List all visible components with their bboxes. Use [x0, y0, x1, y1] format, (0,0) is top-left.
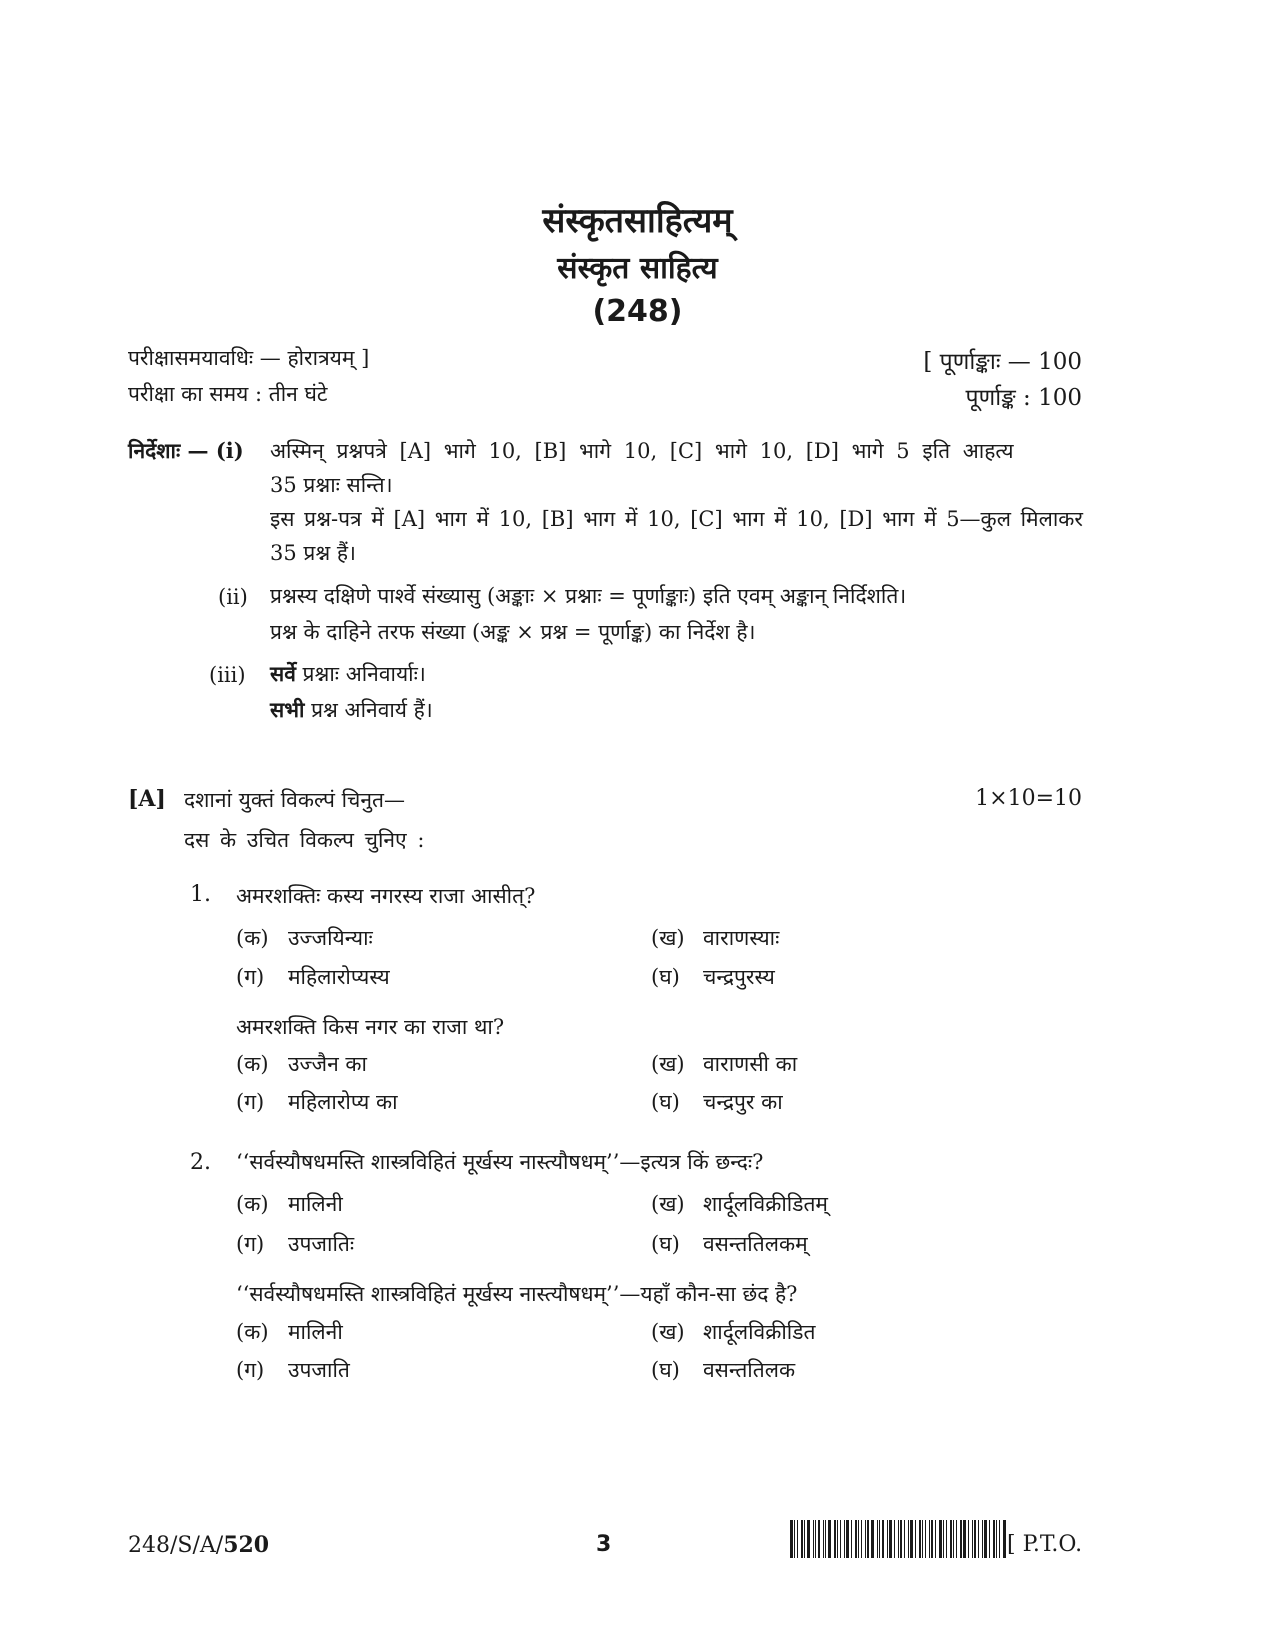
- barcode-bar: [950, 1520, 952, 1558]
- q2-hindi-option-kha-label: (ख): [651, 1320, 685, 1344]
- footer-paper-code: [128, 1532, 269, 1558]
- q2-hindi-option-gha-label: (घ): [651, 1358, 680, 1382]
- barcode-bar: [1003, 1520, 1006, 1558]
- barcode-bar: [801, 1520, 803, 1558]
- barcode-bar: [993, 1520, 995, 1558]
- instruction-i-sanskrit-line1: अस्मिन् प्रश्नपत्रे [A] भागे 10, [B] भागे 10, [C] भागे 10, [D] भागे 5 इति आहत्य: [270, 439, 1014, 463]
- q1-option-ga-label: (ग): [236, 965, 265, 989]
- barcode-bar: [790, 1520, 793, 1558]
- time-sanskrit: परीक्षासमयावधिः — होरात्रयम् ]: [128, 346, 370, 370]
- q1-hindi-option-ga-label: (ग): [236, 1090, 265, 1114]
- barcode: [790, 1520, 1040, 1558]
- instruction-i-sanskrit-line2: 35 प्रश्नाः सन्ति।: [270, 473, 393, 497]
- q2-option-kha-label: (ख): [651, 1192, 685, 1216]
- instruction-iii-sanskrit-bold: सर्वे: [270, 661, 296, 686]
- q2-option-ka-text: मालिनी: [288, 1192, 343, 1216]
- barcode-bar: [828, 1520, 831, 1558]
- instruction-iii-hindi: [270, 696, 433, 724]
- barcode-bar: [946, 1520, 947, 1558]
- barcode-bar: [996, 1520, 997, 1558]
- q2-option-gha-label: (घ): [651, 1232, 680, 1256]
- section-a-label: [A]: [128, 786, 166, 812]
- q1-hindi-option-gha-label: (घ): [651, 1090, 680, 1114]
- question-2-number: 2.: [190, 1150, 211, 1175]
- q2-hindi-option-kha-text: शार्दूलविक्रीडित: [703, 1320, 816, 1344]
- barcode-bar: [922, 1520, 923, 1558]
- paper-title-sanskrit: संस्कृतसाहित्यम्: [542, 201, 733, 241]
- barcode-bar: [818, 1520, 820, 1558]
- barcode-bar: [825, 1520, 826, 1558]
- q1-hindi-option-kha-label: (ख): [651, 1052, 685, 1076]
- barcode-bar: [889, 1520, 892, 1558]
- pto-label: [ P.T.O.: [1007, 1532, 1083, 1557]
- barcode-bar: [846, 1520, 849, 1558]
- section-a-marks: 1×10=10: [975, 786, 1082, 811]
- barcode-bar: [855, 1520, 857, 1558]
- barcode-bar: [823, 1520, 824, 1558]
- barcode-bar: [960, 1520, 962, 1558]
- barcode-bar: [865, 1520, 866, 1558]
- q2-option-kha-text: शार्दूलविक्रीडितम्: [703, 1192, 828, 1216]
- barcode-bar: [804, 1520, 805, 1558]
- barcode-bar: [797, 1520, 798, 1558]
- paper-code: (248): [592, 294, 683, 329]
- instruction-ii-label: (ii): [218, 585, 248, 609]
- question-2-text-sanskrit: ‘‘सर्वस्यौषधमस्ति शास्त्रविहितं मूर्खस्य नास्त्यौषधम्’’—इत्यत्र किं छन्दः?: [236, 1150, 764, 1174]
- q1-option-gha-label: (घ): [651, 965, 680, 989]
- q1-option-ga-text: महिलारोप्यस्य: [288, 965, 390, 989]
- marks-hindi: पूर्णाङ्क : 100: [965, 385, 1082, 411]
- barcode-bar: [943, 1520, 944, 1558]
- instruction-ii-hindi: प्रश्न के दाहिने तरफ संख्या (अङ्क × प्रश्न = पूर्णाङ्क) का निर्देश है।: [270, 620, 756, 644]
- barcode-bar: [908, 1520, 909, 1558]
- instruction-iii-hindi-rest: प्रश्न अनिवार्य हैं।: [304, 698, 433, 722]
- barcode-bar: [915, 1520, 916, 1558]
- instruction-iii-sanskrit-rest: प्रश्नाः अनिवार्याः।: [295, 662, 426, 686]
- instruction-iii-hindi-bold: सभी: [270, 697, 305, 722]
- q1-option-kha-label: (ख): [651, 926, 685, 950]
- question-1-number: 1.: [190, 882, 211, 907]
- barcode-bar: [882, 1520, 884, 1558]
- barcode-bar: [877, 1520, 878, 1558]
- time-hindi: परीक्षा का समय : तीन घंटे: [128, 382, 328, 406]
- barcode-bar: [834, 1520, 836, 1558]
- barcode-bar: [815, 1520, 816, 1558]
- q1-hindi-option-kha-text: वाराणसी का: [703, 1052, 798, 1076]
- q1-hindi-option-ka-label: (क): [236, 1052, 269, 1076]
- barcode-bar: [999, 1520, 1000, 1558]
- instruction-iii-label: (iii): [209, 663, 246, 687]
- instructions-label: निर्देशाः — (i): [128, 438, 244, 463]
- barcode-bar: [837, 1520, 838, 1558]
- footer-code-prefix: 248/S/A/: [128, 1533, 224, 1558]
- barcode-bar: [931, 1520, 933, 1558]
- q1-option-ka-label: (क): [236, 926, 269, 950]
- barcode-bar: [844, 1520, 845, 1558]
- q2-hindi-option-ka-label: (क): [236, 1320, 269, 1344]
- marks-sanskrit: [ पूर्णाङ्काः — 100: [923, 349, 1082, 375]
- section-a-heading-hindi: दस के उचित विकल्प चुनिए :: [184, 828, 425, 852]
- barcode-bar: [898, 1520, 899, 1558]
- instruction-i-hindi-line2: 35 प्रश्न हैं।: [270, 541, 356, 565]
- footer-code-bold: 520: [223, 1532, 270, 1558]
- barcode-bar: [925, 1520, 926, 1558]
- barcode-bar: [867, 1520, 869, 1558]
- barcode-bar: [984, 1520, 987, 1558]
- q1-option-kha-text: वाराणस्याः: [703, 926, 780, 950]
- q1-hindi-option-ga-text: महिलारोप्य का: [288, 1090, 398, 1114]
- barcode-bar: [989, 1520, 990, 1558]
- barcode-bar: [807, 1520, 810, 1558]
- barcode-bar: [953, 1520, 954, 1558]
- q1-option-ka-text: उज्जयिन्याः: [288, 926, 373, 950]
- q2-hindi-option-gha-text: वसन्ततिलक: [703, 1358, 796, 1382]
- barcode-bar: [871, 1520, 874, 1558]
- q2-hindi-option-ka-text: मालिनी: [288, 1320, 343, 1344]
- barcode-bar: [887, 1520, 888, 1558]
- barcode-bar: [974, 1520, 976, 1558]
- barcode-bar: [963, 1520, 966, 1558]
- barcode-bar: [919, 1520, 921, 1558]
- barcode-bar: [972, 1520, 973, 1558]
- barcode-bar: [794, 1520, 795, 1558]
- q1-hindi-option-ka-text: उज्जैन का: [288, 1052, 367, 1076]
- q2-option-ga-label: (ग): [236, 1232, 265, 1256]
- barcode-bar: [813, 1520, 814, 1558]
- barcode-bar: [894, 1520, 895, 1558]
- q1-option-gha-text: चन्द्रपुरस्य: [703, 965, 775, 989]
- barcode-bar: [939, 1520, 942, 1558]
- q2-option-ga-text: उपजातिः: [288, 1232, 355, 1256]
- barcode-bar: [879, 1520, 880, 1558]
- barcode-bar: [910, 1520, 913, 1558]
- barcode-bar: [956, 1520, 957, 1558]
- instruction-i-hindi-line1: इस प्रश्न-पत्र में [A] भाग में 10, [B] भाग में 10, [C] भाग में 10, [D] भाग में 5—कुल मिलाकर: [270, 507, 1083, 531]
- instruction-ii-sanskrit: प्रश्नस्य दक्षिणे पार्श्वे संख्यासु (अङ्काः × प्रश्नाः = पूर्णाङ्काः) इति एवम् अङ्कान् निर्दिशति।: [270, 584, 907, 608]
- barcode-bar: [858, 1520, 859, 1558]
- section-a-heading-sanskrit: दशानां युक्तं विकल्पं चिनुत—: [184, 788, 405, 812]
- q2-hindi-option-ga-text: उपजाति: [288, 1358, 350, 1382]
- page-number: 3: [596, 1532, 612, 1557]
- question-1-text-sanskrit: अमरशक्तिः कस्य नगरस्य राजा आसीत्?: [236, 884, 536, 908]
- barcode-bar: [929, 1520, 930, 1558]
- question-1-text-hindi: अमरशक्ति किस नगर का राजा था?: [236, 1015, 505, 1039]
- barcode-bar: [982, 1520, 983, 1558]
- paper-title-hindi: संस्कृत साहित्य: [557, 251, 718, 286]
- q2-option-gha-text: वसन्ततिलकम्: [703, 1232, 808, 1256]
- q1-hindi-option-gha-text: चन्द्रपुर का: [703, 1090, 783, 1114]
- q2-hindi-option-ga-label: (ग): [236, 1358, 265, 1382]
- barcode-bar: [904, 1520, 905, 1558]
- barcode-bar: [900, 1520, 902, 1558]
- barcode-bar: [978, 1520, 979, 1558]
- barcode-bar: [968, 1520, 969, 1558]
- question-2-text-hindi: ‘‘सर्वस्यौषधमस्ति शास्त्रविहितं मूर्खस्य नास्त्यौषधम्’’—यहाँ कौन-सा छंद है?: [236, 1282, 798, 1306]
- barcode-bar: [851, 1520, 852, 1558]
- barcode-bar: [935, 1520, 936, 1558]
- barcode-bar: [840, 1520, 841, 1558]
- instruction-iii-sanskrit: [270, 660, 426, 688]
- q2-option-ka-label: (क): [236, 1192, 269, 1216]
- barcode-bar: [861, 1520, 862, 1558]
